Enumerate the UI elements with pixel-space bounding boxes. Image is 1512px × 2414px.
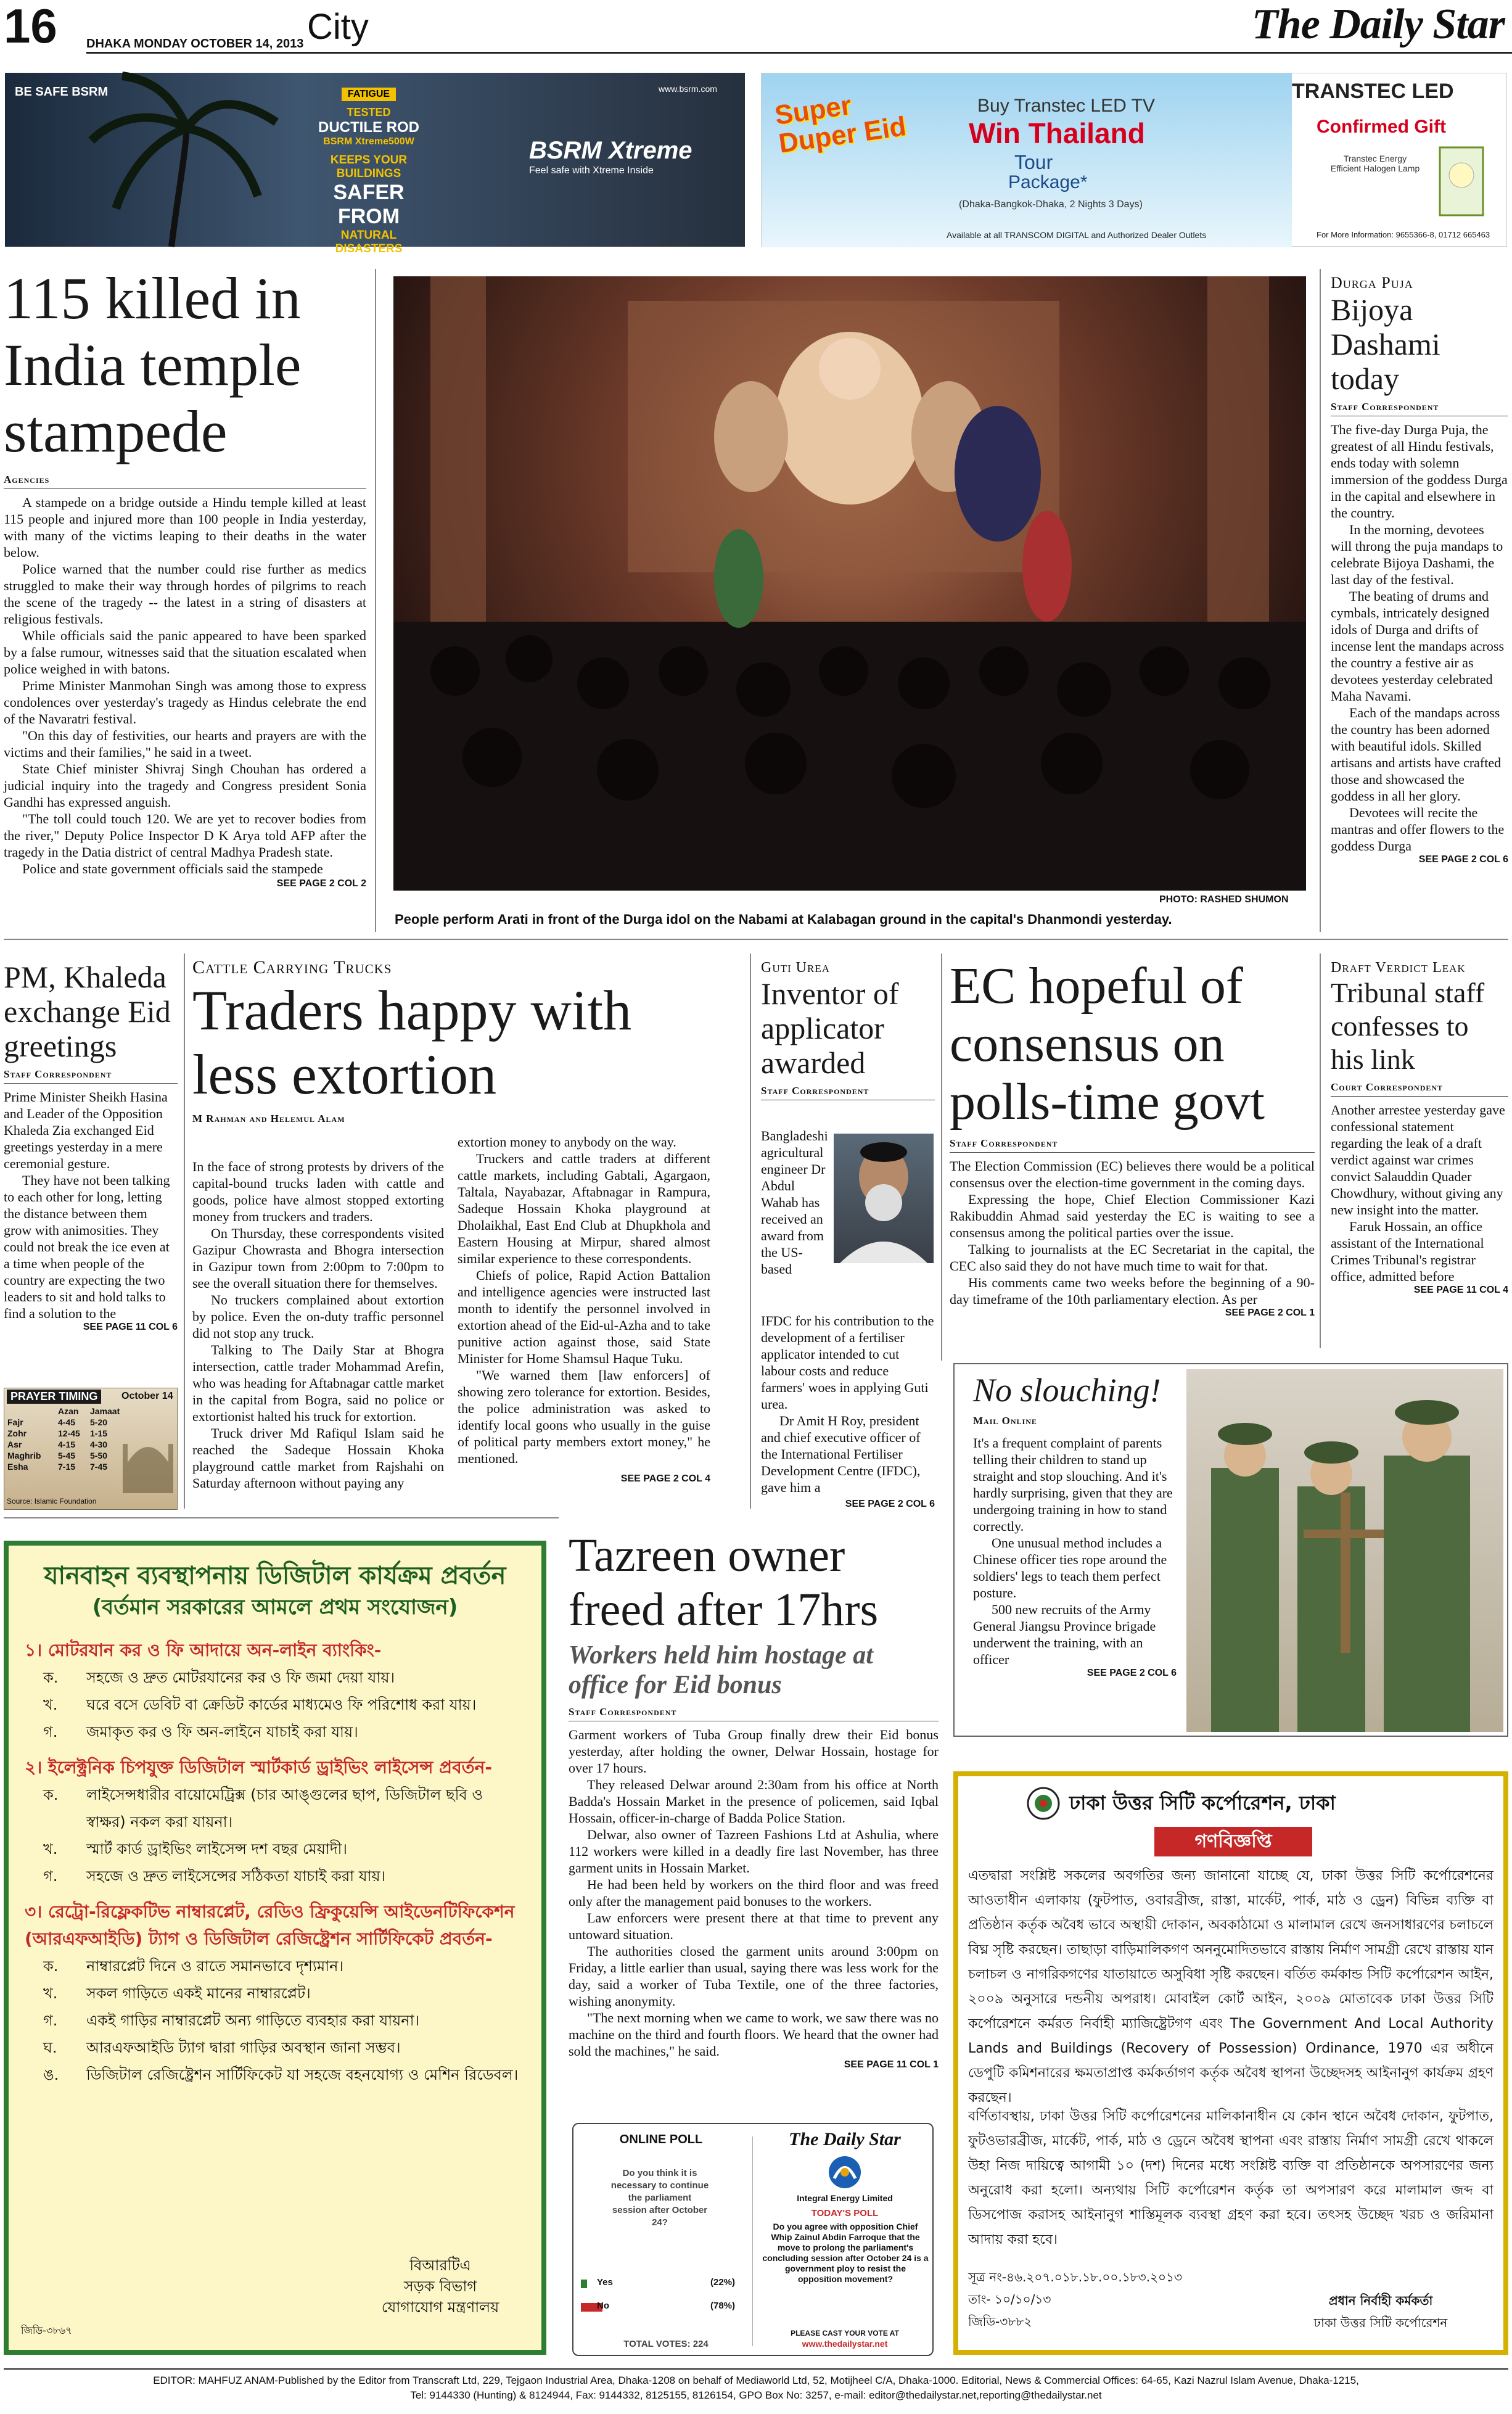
paragraph: While officials said the panic appeared to have been sparked by a false rumour, witnesses said that the situation escalated when police weighed in with batons.: [4, 628, 366, 677]
story-ec: [950, 957, 1315, 1352]
ad-transtec[interactable]: [761, 73, 1507, 247]
item-text: লাইসেন্সধারীর বায়োমেট্রিক্স (চার আঙ্গুলের ছাপ, ডিজিটাল ছবি ও স্বাক্ষর) নকল করা যায়না।: [86, 1786, 483, 1831]
paragraph: State Chief minister Shivraj Singh Chouhan has ordered a judicial inquiry into the tragedy and Congress president Sonia Gandhi has expressed anguish.: [4, 761, 366, 810]
subhead: Workers held him hostage at office for Eid bonus: [569, 1641, 873, 1699]
ad-brta[interactable]: [4, 1541, 546, 2355]
item-number: ঘ.: [43, 2039, 57, 2056]
fatigue-badge: FATIGUE: [342, 88, 396, 101]
soldiers-scene: [1186, 1369, 1503, 1732]
paragraph: 500 new recruits of the Army General Jiangsu Province brigade underwent the training, with an officer: [973, 1602, 1156, 1667]
headline[interactable]: Tazreen owner freed after 17hrs: [569, 1530, 879, 1636]
story-cattle: [192, 957, 712, 1512]
story-column-2: [458, 1134, 710, 1487]
kicker: Guti Urea: [761, 960, 830, 976]
jump-link[interactable]: SEE PAGE 11 COL 6: [83, 1322, 178, 1332]
paragraph: "The toll could touch 120. We are yet to recover bodies from the river," Deputy Police Inspector D K Arya told AFP after the tragedy in the Datia district of central Madhya Pradesh state.: [4, 811, 366, 860]
cell: Fajr: [7, 1417, 23, 1427]
poll-no-label: No: [597, 2301, 609, 2311]
online-poll[interactable]: [572, 2123, 934, 2356]
section-rule: [4, 939, 1508, 940]
item-text: সকল গাড়িতে একই মানের নাম্বারপ্লেট।: [86, 1985, 311, 2002]
cell: Esha: [7, 1462, 28, 1472]
slogan-line: NATURAL DISASTERS: [335, 229, 403, 255]
dateline: DHAKA MONDAY OCTOBER 14, 2013: [86, 37, 304, 51]
brta-section-heading: ১। মোটরযান কর ও ফি আদায়ে অন-লাইন ব্যাংকিং-: [25, 1640, 382, 1660]
jump-link[interactable]: SEE PAGE 2 COL 4: [620, 1473, 710, 1484]
paragraph: Faruk Hossain, an office assistant of the International Crimes Tribunal's registrar office, admitted before: [1331, 1219, 1484, 1284]
product-label: DUCTILE ROD: [318, 119, 419, 136]
paragraph: Prime Minister Manmohan Singh was among those to express condolences over yesterday's tragedy as Hindus celebrate the end of the Navaratri festival.: [4, 678, 366, 727]
prayer-source: Source: Islamic Foundation: [7, 1497, 97, 1506]
paragraph: extortion money to anybody on the way.: [458, 1134, 676, 1150]
poll-yes-label: Yes: [597, 2277, 613, 2288]
story-body: [4, 494, 366, 877]
dncc-date: তাং- ১০/১০/১৩: [968, 2292, 1051, 2307]
brta-title: যানবাহন ব্যবস্থাপনায় ডিজিটাল কার্যক্রম প্রবর্তন: [44, 1562, 506, 1590]
item-number: খ.: [43, 1985, 58, 2002]
paragraph: On Thursday, these correspondents visited Gazipur Chowrasta and Bhogra intersection in Gazipur town from 2:00pm to 7:00pm to see the overall situation there for themselves.: [192, 1226, 444, 1291]
jump-link[interactable]: SEE PAGE 2 COL 2: [276, 878, 366, 889]
cell: 4-30: [90, 1440, 108, 1449]
poll-cast-label: PLEASE CAST YOUR VOTE AT: [791, 2329, 899, 2338]
story-slouch-box: [953, 1363, 1508, 1737]
headline[interactable]: 115 killed in India temple stampede: [4, 265, 302, 464]
item-text: ঘরে বসে ডেবিট বা ক্রেডিট কার্ডের মাধ্যমেও ফি পরিশোধ করা যায়।: [86, 1696, 477, 1713]
paragraph: IFDC for his contribution to the development of a fertiliser applicator intended to cut labour costs and reduce farmers' woes in applying Guti urea.: [761, 1313, 934, 1412]
headline[interactable]: PM, Khaleda exchange Eid greetings: [4, 960, 171, 1063]
story-body: [4, 1089, 178, 1322]
ad-bsrm-product-box: [307, 88, 430, 255]
byline: Staff Correspondent: [950, 1137, 1315, 1153]
page-number: 16: [4, 0, 57, 53]
dncc-memo: সূত্র নং-৪৬.২০৭.০১৮.১৮.০০.১৮৩.২০১৩: [968, 2270, 1183, 2284]
ad-bsrm[interactable]: [5, 73, 745, 255]
paragraph: The authorities closed the garment units around 3:00pm on Friday, a little earlier than usual, saying there was less work for the day, said a worker of Tuba Textile, one of the three factories, wishing anonymity.: [569, 1943, 939, 2009]
cell: Maghrib: [7, 1451, 41, 1460]
cell: 5-20: [90, 1417, 108, 1427]
brta-item: [25, 1980, 525, 2007]
item-number: গ.: [43, 2012, 58, 2029]
paragraph: Dr Amit H Roy, president and chief executive officer of the International Fertiliser Development Centre (IFDC), gave him a: [761, 1413, 921, 1495]
ad-line: Package*: [1008, 172, 1088, 192]
cell: 12-45: [58, 1428, 80, 1438]
signature-line: সড়ক বিভাগ: [403, 2278, 477, 2295]
story-durga: [1331, 274, 1508, 934]
paragraph: Garment workers of Tuba Group finally drew their Eid bonus yesterday, after holding the owner, Delwar Hossain, hostage for over 17 hours.: [569, 1727, 939, 1776]
column-rule: [750, 954, 751, 1509]
prayer-row: [7, 1428, 120, 1439]
column-rule: [941, 954, 942, 1361]
paragraph: The beating of drums and cymbals, intricately designed idols of Durga and drifts of incense lent the mandaps across the country a festive air as devotees yesterday celebrated Maha Navami.: [1331, 588, 1505, 704]
paragraph: Each of the mandaps across the country has been adorned with beautiful idols. Skilled artisans and artists have crafted those and showcased the goddess in all her glory.: [1331, 705, 1502, 804]
dncc-code: জিডি-৩৮৮২: [968, 2314, 1032, 2329]
headline[interactable]: Bijoya Dashami today: [1331, 292, 1440, 396]
cell: 4-15: [58, 1440, 76, 1449]
item-text: নাম্বারপ্লেট দিনে ও রাতে সমানভাবে দৃশ্যমান।: [86, 1958, 344, 1975]
story-tribunal: [1331, 960, 1508, 1354]
byline: Staff Correspondent: [1331, 401, 1508, 416]
signature-line: যোগাযোগ মন্ত্রণালয়: [381, 2299, 499, 2316]
paragraph: Chiefs of police, Rapid Action Battalion and intelligence agencies were instructed last month to identify the personnel involved in extortion ahead of the Eid-ul-Azha and to take punitive action against those, said State Minister for Home Shamsul Haque Tuku.: [458, 1267, 710, 1366]
column-rule: [375, 269, 376, 932]
guti-side-text: Bangladeshi agricultural engineer Dr Abdul Wahab has received an award from the US-based: [761, 1128, 828, 1277]
paragraph: Police warned that the number could rise further as medics struggled to make their way through hordes of pilgrims to reach the scene of the tragedy -- the latest in a string of disasters at religious festivals.: [4, 561, 366, 627]
jump-link[interactable]: SEE PAGE 2 COL 1: [1225, 1308, 1315, 1318]
masthead-rule: [86, 52, 1512, 54]
soldiers-photo[interactable]: [1186, 1369, 1503, 1732]
dncc-org: ঢাকা উত্তর সিটি কর্পোরেশন, ঢাকা: [1069, 1791, 1336, 1815]
story-body: [761, 1312, 935, 1512]
column-rule: [184, 954, 185, 1509]
brta-item: [25, 1781, 525, 1835]
brta-subtitle: (বর্তমান সরকারের আমলে প্রথম সংযোজন): [92, 1595, 458, 1620]
dncc-para-2: বর্ণিতাবস্থায়, ঢাকা উত্তর সিটি কর্পোরেশনের মালিকানাধীন যে কোন স্থানে অবৈধ দোকান, ফুটপাত, ফুটওভারব্রীজ, মার্কেট, পার্ক, মাঠ ও ড্রেনে অবৈধ স্থাপনা এবং রাস্তায় নির্মাণ সামগ্রী রেখে থাকলে উহা নিজ দায়িত্বে আগামী ১০ (দশ) দিনের মধ্যে সংশ্লিষ্ট ব্যক্তি বা প্রতিষ্ঠানকে অপসারণের জন্য অনুরোধ করা হলো। অন্যথায় সিটি কর্পোরেশন কর্তৃক তা অপসারণ করে মালামাল জব্দ বা ডিসপোজ করাসহ আইনানুগ শাস্তিমূলক ব্যবস্থা গ্রহণ করা হবে। তৎসহ উচ্ছেদ খরচ ও জরিমানা আদায় করা হবে।: [968, 2109, 1494, 2247]
masthead-logo[interactable]: The Daily Star: [1252, 1, 1505, 48]
item-text: জমাকৃত কর ও ফি অন-লাইনে যাচাই করা যায়।: [86, 1723, 358, 1740]
item-number: গ.: [43, 1868, 58, 1885]
jump-link[interactable]: SEE PAGE 2 COL 6: [1087, 1668, 1177, 1678]
ad-bsrm-tagline: Feel safe with Xtreme Inside: [529, 165, 654, 176]
item-text: ডিজিটাল রেজিষ্ট্রেশন সার্টিফিকেট যা সহজে বহনযোগ্য ও মেশিন রিডেবল।: [86, 2066, 519, 2083]
paragraph: In the face of strong protests by drivers of the capital-bound trucks laden with cattle and goods, police have almost stopped extorting money from truckers and traders.: [192, 1159, 444, 1224]
byline: Mail Online: [973, 1415, 1037, 1427]
model-label: BSRM Xtreme500W: [323, 136, 414, 147]
cell: Azan: [58, 1406, 79, 1416]
brta-item: [25, 2061, 525, 2088]
paragraph: A stampede on a bridge outside a Hindu temple killed at least 115 people and injured more than 100 people in India yesterday, with many of the victims leaping to their deaths in the water below.: [4, 495, 366, 560]
section-name: City: [307, 7, 369, 47]
item-number: খ.: [43, 1840, 58, 1858]
brta-section-heading: ৩। রেট্রো-রিফ্লেকটিভ নাম্বারপ্লেট, রেডিও ফ্রিকুয়েন্সি আইডেনটিফিকেশন (আরএফআইডি) ট্যাগ ও ডিজিটাল রেজিষ্ট্রেশন সার্টিফিকেট প্রবর্তন-: [25, 1901, 515, 1949]
paragraph: It's a frequent complaint of parents telling their children to stand up straight and stop slouching. And it's hardly surprising, given that they are undergoing training in how to stand correctly.: [973, 1435, 1173, 1534]
jump-link[interactable]: SEE PAGE 11 COL 1: [844, 2059, 939, 2070]
story-column-1: [192, 1158, 444, 1491]
prayer-head-row: [7, 1406, 120, 1417]
kicker: Durga Puja: [1331, 274, 1413, 292]
portrait-photo[interactable]: [834, 1134, 934, 1263]
paragraph: Talking to journalists at the EC Secretariat in the capital, the CEC also said they do not have much time to wait for that.: [950, 1242, 1315, 1274]
poll-today-label: TODAY'S POLL: [811, 2208, 879, 2218]
prayer-row: [7, 1461, 120, 1472]
super-duper-eid-logo: Super Duper Eid: [773, 90, 908, 159]
poll-sponsor: Integral Energy Limited: [797, 2193, 893, 2203]
story-body: [973, 1435, 1177, 1668]
poll-no-row: [581, 2299, 745, 2314]
ad-bsrm-logo: BSRM Xtreme: [529, 137, 692, 164]
dncc-para-1: এতদ্বারা সংশ্লিষ্ট সকলের অবগতির জন্য জানানো যাচ্ছে যে, ঢাকা উত্তর সিটি কর্পোরেশনের আওতাধীন এলাকায় (ফুটপাত, ওবারব্রীজ, রাস্তা, মার্কেট, পার্ক, মাঠ ও ড্রেন) বিভিন্ন ব্যক্তি বা প্রতিষ্ঠান কর্তৃক অবৈধ ভাবে অস্থায়ী দোকান, অবকাঠামো ও মালামাল রেখে জনসাধারণের চলাচলে বিঘ্ন সৃষ্টি করছেন। তাছাড়া বাড়িমালিকগণ অননুমোদিতভাবে রাস্তায় নির্মাণ সামগ্রী রেখে রাস্তায় যান চলাচল ও নাগরিকগণের যাতায়াতে অসুবিধা সৃষ্টি করছেন। বর্তিত কর্মকান্ড সিটি কর্পোরেশন আইন, ২০০৯ অনুসারে দন্ডনীয় অপরাধ। মোবাইল কোর্ট আইন, ২০০৯ মোতাবেক ঢাকা উত্তর সিটি কর্পোরেশনে কর্মরত নির্বাহী ম্যাজিষ্ট্রেটগণ এবং The Government And Local Authority Lands and Buildings (Recovery of Possession) Ordinance, 1970 এর অধীনে ডেপুটি কমিশনারের ক্ষমতাপ্রাপ্ত কর্মকর্তাগণ কর্তৃক অবৈধ স্থাপনা উচ্ছেদসহ আইনানুগ কার্যক্রম গ্রহণ করছেন।: [968, 1868, 1494, 2106]
poll-yes-row: [581, 2276, 745, 2291]
portrait-man: [834, 1134, 934, 1263]
item-text: সহজে ও দ্রুত লাইসেন্সের সঠিকতা যাচাই করা যায়।: [86, 1868, 386, 1885]
headline[interactable]: EC hopeful of consensus on polls-time govt: [950, 957, 1265, 1131]
prayer-date: October 14: [121, 1391, 173, 1401]
mosque-icon: [121, 1425, 175, 1493]
dncc-emblem-icon: [1026, 1786, 1061, 1821]
ad-dncc[interactable]: [953, 1771, 1508, 2355]
story-stampede: [4, 265, 366, 931]
byline: Staff Correspondent: [569, 1706, 939, 1721]
item-number: খ.: [43, 1696, 58, 1713]
brta-item: [25, 2034, 525, 2061]
dncc-title: গণবিজ্ঞপ্তি: [1154, 1827, 1312, 1856]
headline[interactable]: No slouching!: [973, 1372, 1161, 1409]
brta-item: [25, 1835, 525, 1863]
ad-line: Win Thailand: [969, 117, 1145, 149]
brta-item: [25, 1664, 525, 1691]
photo-caption: People perform Arati in front of the Durga idol on the Nabami at Kalabagan ground in the capital's Dhanmondi yesterday.: [395, 912, 1172, 927]
cell: [7, 1406, 57, 1417]
ad-line: Buy Transtec LED TV: [977, 96, 1155, 116]
brta-item: [25, 1691, 525, 1718]
item-text: সহজে ও দ্রুত মোটরযানের কর ও ফি জমা দেয়া যায়।: [86, 1669, 395, 1686]
slogan-line: SAFER FROM: [333, 181, 405, 228]
cell: Asr: [7, 1440, 22, 1449]
main-photo[interactable]: [393, 276, 1306, 891]
poll-today-question: Do you agree with opposition Chief Whip Zainul Abdin Farroque that the move to prolong the parliament's concluding session after October 24 is a government ploy to resist the opposition movement?: [762, 2222, 929, 2284]
footer-rule: [4, 2368, 1508, 2370]
ad-footer-left: Available at all TRANSCOM DIGITAL and Authorized Dealer Outlets: [947, 230, 1207, 240]
story-pm: [4, 960, 178, 1379]
item-number: ক.: [43, 1786, 59, 1803]
cell: Zohr: [7, 1428, 27, 1438]
headline[interactable]: Tribunal staff confesses to his link: [1331, 977, 1485, 1075]
gift-desc: Transtec Energy Efficient Halogen Lamp: [1330, 154, 1420, 173]
paragraph: No truckers complained about extortion by police. Even the on-duty traffic personnel did not stop any truck.: [192, 1292, 444, 1341]
item-number: ক.: [43, 1958, 59, 1975]
brta-code: জিডি-৩৮৬৭: [21, 2325, 72, 2336]
dncc-officer-org: ঢাকা উত্তর সিটি কর্পোরেশন: [1313, 2315, 1448, 2330]
prayer-row: [7, 1417, 120, 1428]
cell: 4-45: [58, 1417, 76, 1427]
paragraph: He had been held by workers on the third floor and was freed only after the management paid bonuses to the workers.: [569, 1877, 939, 1909]
brta-item: [25, 1953, 525, 1980]
headline[interactable]: Traders happy with less extortion: [192, 979, 632, 1106]
item-number: ঙ.: [43, 2066, 59, 2083]
ad-bsrm-brand: BE SAFE BSRM: [15, 85, 109, 99]
poll-yes-pct: (22%): [710, 2277, 736, 2288]
cell: 5-45: [58, 1451, 76, 1460]
column-rule: [1320, 269, 1321, 932]
dncc-officer: প্রধান নির্বাহী কর্মকর্তা: [1328, 2293, 1433, 2308]
story-body: [1331, 421, 1508, 854]
prayer-title: PRAYER TIMING: [7, 1390, 101, 1404]
kicker: Cattle Carrying Trucks: [192, 957, 392, 978]
paragraph: Another arrestee yesterday gave confessional statement regarding the leak of a draft verdict against war crimes convict Salauddin Quader Chowdhury, without giving any new insight into the matter.: [1331, 1102, 1505, 1217]
item-number: গ.: [43, 1723, 58, 1740]
ad-footer-right: For More Information: 9655366-8, 01712 665463: [1317, 230, 1490, 239]
byline: Staff Correspondent: [4, 1068, 178, 1084]
poll-title: ONLINE POLL: [619, 2133, 703, 2146]
paragraph: The Election Commission (EC) believes there would be a political consensus over the election-time government in the coming days.: [950, 1158, 1315, 1190]
story-guti: [761, 960, 935, 1515]
slogan-line: KEEPS YOUR BUILDINGS: [330, 154, 408, 180]
brta-signature: [354, 2255, 527, 2318]
masthead: [0, 0, 1512, 68]
paragraph: His comments came two weeks before the beginning of a 90-day timeframe of the 10th parliamentary election. As per: [950, 1275, 1315, 1307]
poll-yes-bar: [581, 2280, 587, 2288]
jump-link[interactable]: SEE PAGE 2 COL 6: [845, 1499, 935, 1509]
cell: Jamaat: [90, 1406, 120, 1416]
byline: M Rahman and Helemul Alam: [192, 1113, 345, 1124]
story-tazreen: [569, 1528, 939, 2077]
poll-no-pct: (78%): [710, 2301, 736, 2311]
item-text: একই গাড়ির নাম্বারপ্লেট অন্য গাড়িতে ব্যবহার করা যায়না।: [86, 2012, 420, 2029]
item-text: আরএফআইডি ট্যাগ দ্বারা গাড়ির অবস্থান জানা সম্ভব।: [86, 2039, 401, 2056]
cell: 1-15: [90, 1428, 108, 1438]
poll-question: Do you think it is necessary to continue the parliament session after October 24?: [610, 2168, 709, 2228]
brta-item: [25, 2007, 525, 2034]
poll-url[interactable]: www.thedailystar.net: [802, 2339, 888, 2349]
ad-line: (Dhaka-Bangkok-Dhaka, 2 Nights 3 Days): [959, 199, 1143, 210]
poll-total: TOTAL VOTES: 224: [623, 2339, 709, 2349]
brta-section-heading: ২। ইলেক্ট্রনিক চিপযুক্ত ডিজিটাল স্মার্টকার্ড ড্রাইভিং লাইসেন্স প্রবর্তন-: [25, 1757, 493, 1778]
prayer-timing-box: [4, 1388, 178, 1510]
lamp-box-image: [1434, 141, 1489, 221]
paragraph: Expressing the hope, Chief Election Commissioner Kazi Rakibuddin Ahmad said yesterday the EC is waiting to see a consensus among the political parties over the issue.: [950, 1192, 1315, 1240]
kicker: Draft Verdict Leak: [1331, 960, 1466, 976]
paragraph: Police and state government officials said the stampede: [22, 861, 323, 876]
palm-tree-image: [79, 73, 282, 247]
jump-link[interactable]: SEE PAGE 11 COL 4: [1413, 1285, 1508, 1295]
paragraph: Talking to The Daily Star at Bhogra intersection, cattle trader Mohammad Arefin, who was heading for Aftabnagar cattle market in the capital from Bogra, said no police or extortionist halted his truck for extortion.: [192, 1342, 444, 1424]
footer-imprint-line-1: EDITOR: MAHFUZ ANAM-Published by the Editor from Transcraft Ltd, 229, Tejgaon Industrial Area, Dhaka-1208 on behalf of Mediaworld Ltd, 52, Motijheel C/A, Dhaka-1000. Editorial, News & Commercial Offices: 64-65, Kazi Nazrul Islam Avenue, Dhaka-1215,: [153, 2375, 1359, 2386]
paragraph: Truck driver Md Rafiqul Islam said he reached the Sadeque Hossain Khoka playground cattle market from Rajshahi on Saturday afternoon without paying any: [192, 1425, 444, 1491]
tested-label: TESTED: [347, 106, 391, 118]
story-body: [1331, 1102, 1508, 1285]
story-body: [950, 1158, 1315, 1308]
headline[interactable]: Inventor of applicator awarded: [761, 976, 899, 1080]
jump-link[interactable]: SEE PAGE 2 COL 6: [1418, 854, 1508, 865]
section-rule: [4, 1517, 559, 1518]
item-text: স্মার্ট কার্ড ড্রাইভিং লাইসেন্স দশ বছর মেয়াদী।: [86, 1840, 347, 1858]
item-number: ক.: [43, 1669, 59, 1686]
byline: Court Correspondent: [1331, 1081, 1508, 1097]
cell: 7-45: [90, 1462, 108, 1472]
sponsor-logo-icon: [823, 2154, 866, 2191]
ad-line: Tour: [1014, 151, 1053, 173]
prayer-table: [7, 1406, 120, 1472]
brta-item: [25, 1863, 525, 1890]
paragraph: They have not been talking to each other for long, letting the distance between them grow with animosities. They could not break the ice even at a time when people of the country are expecting the two leaders to sit and hold talks to find a solution to the: [4, 1172, 170, 1321]
cell: 5-50: [90, 1451, 108, 1460]
cell: 7-15: [58, 1462, 76, 1472]
confirmed-gift: Confirmed Gift: [1317, 117, 1446, 137]
photo-credit: PHOTO: RASHED SHUMON: [1159, 894, 1289, 905]
paragraph: They released Delwar around 2:30am from his office at North Badda's Hossain Market in the presence of policemen, said Iqbal Hossain, officer-in-charge of Badda Police Station.: [569, 1777, 939, 1826]
byline: Staff Correspondent: [761, 1085, 935, 1100]
paragraph: Prime Minister Sheikh Hasina and Leader of the Opposition Khaleda Zia exchanged Eid greetings yesterday in a mere ceremonial gesture.: [4, 1089, 168, 1171]
prayer-row: [7, 1439, 120, 1450]
paragraph: In the morning, devotees will throng the puja mandaps to celebrate Bijoya Dashami, the last day of the festival.: [1331, 522, 1503, 587]
paragraph: The five-day Durga Puja, the greatest of all Hindu festivals, ends today with solemn immersion of the goddess Durga in the capital and elsewhere in the country.: [1331, 422, 1508, 521]
byline: Agencies: [4, 474, 366, 489]
paragraph: "The next morning when we came to work, we saw there was no machine on the third and fourth floors. We heard that the owner had sold the machines," he said.: [569, 2010, 939, 2059]
brta-item: [25, 1718, 525, 1745]
story-slouch: [973, 1370, 1177, 1679]
paragraph: "We warned them [law enforcers] of showing zero tolerance for extortion. Besides, the police administration was asked to identify local goons who usually in the guise of political party members extort money," he mentioned.: [458, 1367, 710, 1466]
footer-imprint-line-2: Tel: 9144330 (Hunting) & 8124944, Fax: 9144332, 8125155, 8126154, GPO Box No: 3257, e-mail: editor@thedailystar.net,reporting@thedailystar.net: [410, 2389, 1102, 2401]
prayer-row: [7, 1450, 120, 1461]
signature-line: বিআরটিএ: [409, 2257, 471, 2274]
paragraph: Devotees will recite the mantras and offer flowers to the goddess Durga: [1331, 805, 1505, 854]
ad-bsrm-url: www.bsrm.com: [659, 84, 717, 94]
durga-idol-scene: [393, 276, 1306, 891]
paragraph: One unusual method includes a Chinese officer ties rope around the soldiers' legs to teach them perfect posture.: [973, 1535, 1167, 1600]
paragraph: "On this day of festivities, our hearts and prayers are with the victims and their families," he said in a tweet.: [4, 728, 366, 760]
paragraph: Truckers and cattle traders at different cattle markets, including Gabtali, Agargaon, Taltala, Nayabazar, Aftabnagar in Rampura, Sadeque Hossain Khoka playground at Dholaikhal, East End Club at Dhupkhola and Eastern Housing at Mirpur, shared almost similar experience to these correspondents.: [458, 1151, 710, 1266]
poll-logo: The Daily Star: [789, 2129, 901, 2149]
story-body: [569, 1726, 939, 2059]
paragraph: Delwar, also owner of Tazreen Fashions Ltd at Ashulia, where 112 workers were killed in a deadly fire last November, has three garment units in Hossain Market.: [569, 1827, 939, 1876]
column-rule: [1320, 954, 1321, 1348]
poll-divider: [752, 2136, 753, 2346]
transtec-brand: TRANSTEC LED: [1292, 80, 1454, 103]
paragraph: Law enforcers were present there at that time to prevent any untoward situation.: [569, 1910, 939, 1942]
